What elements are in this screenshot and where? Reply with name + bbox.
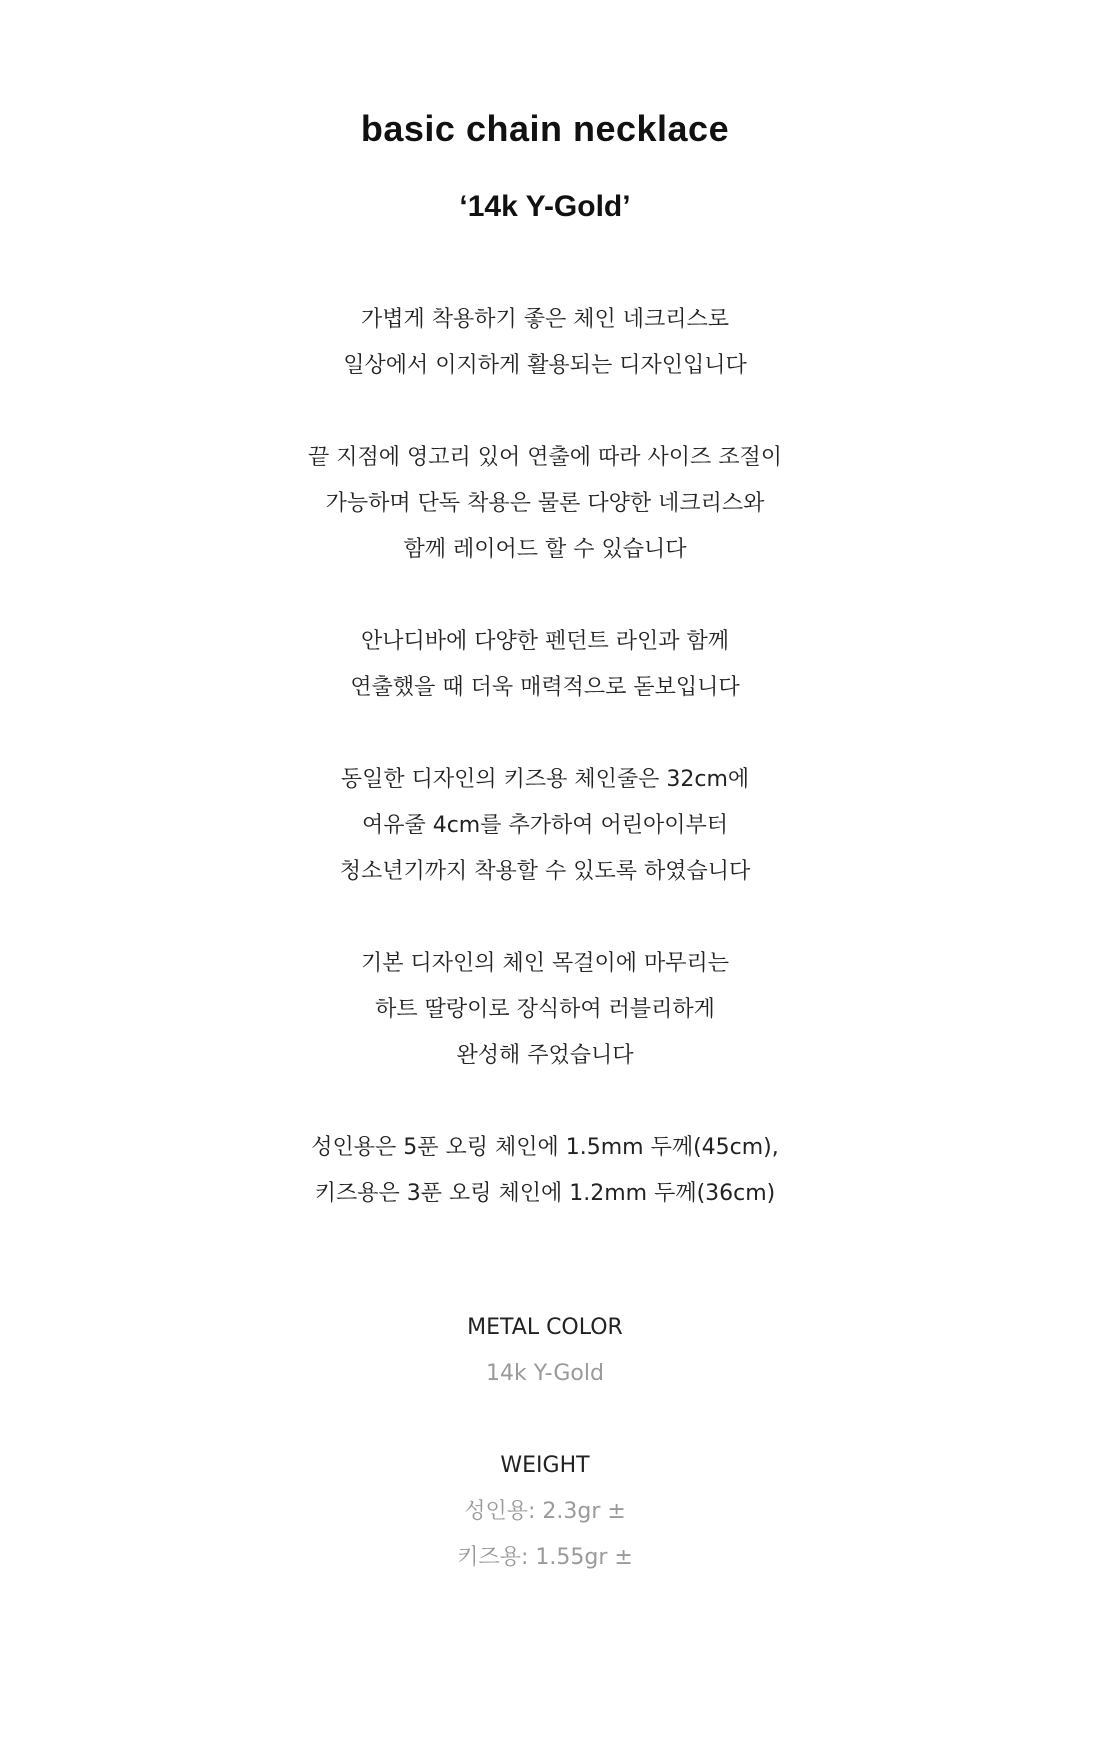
weight-spec bbox=[0, 1443, 1090, 1581]
description-line: 가능하며 단독 착용은 물론 다양한 네크리스와 bbox=[325, 491, 765, 516]
description-line: 하트 딸랑이로 장식하여 러블리하게 bbox=[375, 997, 715, 1022]
description-paragraph bbox=[0, 757, 1090, 895]
product-description bbox=[0, 297, 1090, 1263]
description-paragraph bbox=[0, 435, 1090, 573]
metal-color-value: 14k Y-Gold bbox=[486, 1361, 604, 1386]
metal-color-label: METAL COLOR bbox=[467, 1315, 623, 1340]
description-paragraph bbox=[0, 941, 1090, 1079]
description-line: 함께 레이어드 할 수 있습니다 bbox=[403, 537, 687, 562]
description-paragraph bbox=[0, 297, 1090, 389]
description-line: 성인용은 5푼 오링 체인에 1.5mm 두께(45cm), bbox=[311, 1135, 779, 1160]
description-line: 일상에서 이지하게 활용되는 디자인입니다 bbox=[343, 353, 747, 378]
weight-value-adult: 성인용: 2.3gr ± bbox=[464, 1499, 626, 1524]
metal-color-spec bbox=[0, 1305, 1090, 1397]
description-line: 동일한 디자인의 키즈용 체인줄은 32cm에 bbox=[340, 767, 750, 792]
description-line: 여유줄 4cm를 추가하여 어린아이부터 bbox=[361, 813, 729, 838]
description-line: 가볍게 착용하기 좋은 체인 네크리스로 bbox=[360, 307, 729, 332]
description-line: 키즈용은 3푼 오링 체인에 1.2mm 두께(36cm) bbox=[314, 1181, 776, 1206]
description-line: 청소년기까지 착용할 수 있도록 하였습니다 bbox=[339, 859, 751, 884]
description-line: 끝 지점에 영고리 있어 연출에 따라 사이즈 조절이 bbox=[308, 445, 782, 470]
weight-value-kids: 키즈용: 1.55gr ± bbox=[457, 1545, 633, 1570]
description-paragraph bbox=[0, 1125, 1090, 1217]
description-line: 연출했을 때 더욱 매력적으로 돋보입니다 bbox=[350, 675, 740, 700]
description-line: 완성해 주었습니다 bbox=[456, 1043, 634, 1068]
product-subtitle: ‘14k Y-Gold’ bbox=[459, 190, 631, 223]
weight-label: WEIGHT bbox=[500, 1453, 590, 1478]
description-paragraph bbox=[0, 619, 1090, 711]
product-title: basic chain necklace bbox=[360, 108, 730, 149]
description-line: 안나디바에 다양한 펜던트 라인과 함께 bbox=[360, 629, 729, 654]
description-line: 기본 디자인의 체인 목걸이에 마무리는 bbox=[360, 951, 729, 976]
